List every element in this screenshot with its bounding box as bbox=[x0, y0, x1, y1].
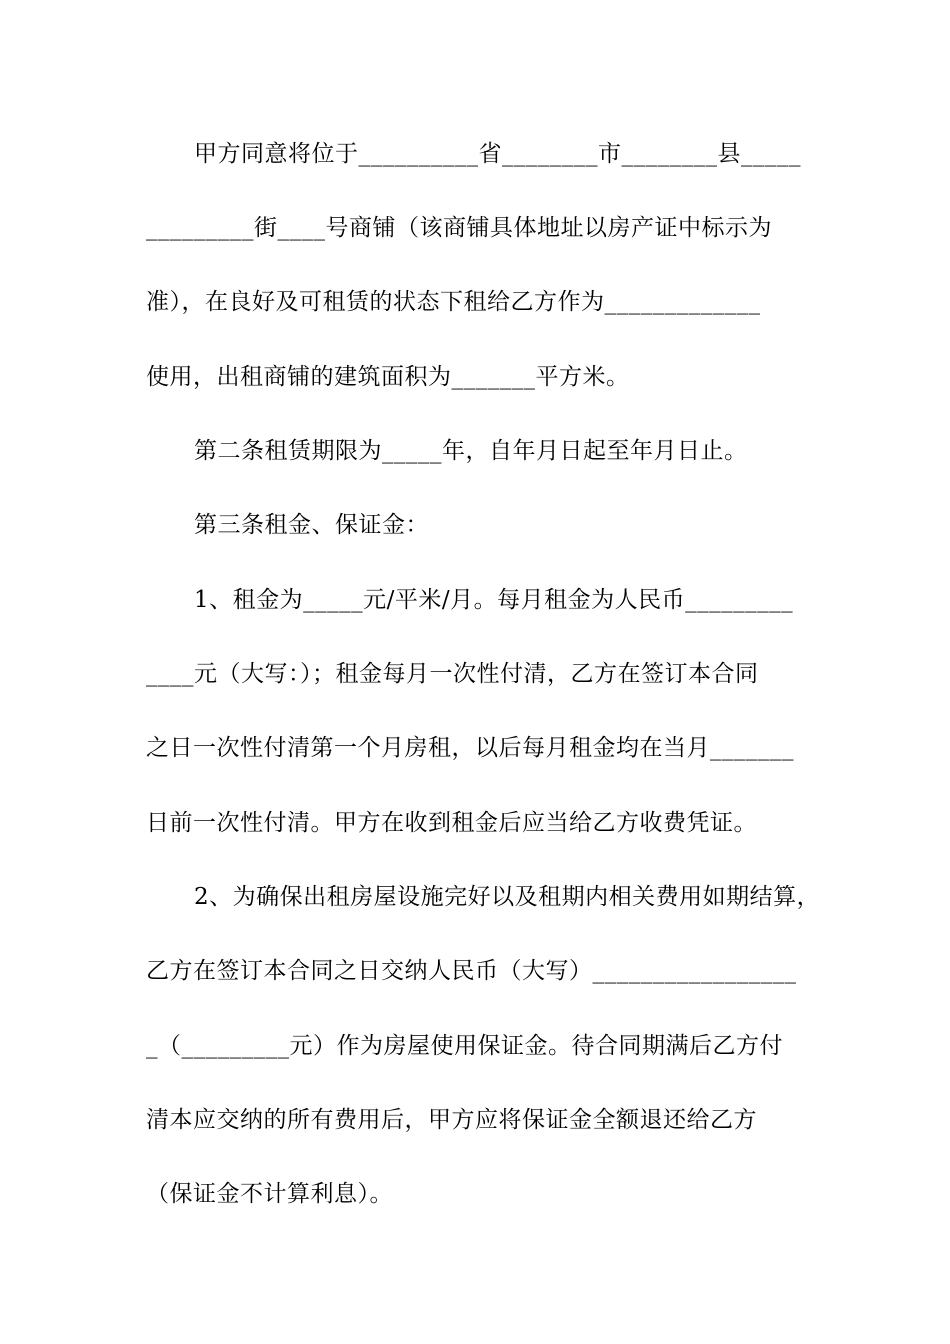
text-line-8: ____元（大写：）；租金每月一次性付清，乙方在签订本合同 bbox=[146, 661, 759, 687]
text-line-10: 日前一次性付清。甲方在收到租金后应当给乙方收费凭证。 bbox=[146, 810, 757, 836]
text-line-6: 第三条租金、保证金： bbox=[194, 512, 429, 538]
text-line-15: （保证金不计算利息）。 bbox=[146, 1181, 393, 1207]
text-line-12: 乙方在签订本合同之日交纳人民币（大写）_________________ bbox=[146, 958, 797, 984]
text-line-7: 1、租金为_____元/平米/月。每月租金为人民币_________ bbox=[194, 587, 794, 613]
text-line-4: 使用，出租商铺的建筑面积为_______平方米。 bbox=[146, 364, 630, 390]
text-line-14: 清本应交纳的所有费用后，甲方应将保证金全额退还给乙方 bbox=[146, 1107, 757, 1133]
text-line-3: 准），在良好及可租赁的状态下租给乙方作为_____________ bbox=[146, 289, 761, 315]
text-line-9: 之日一次性付清第一个月房租，以后每月租金均在当月_______ bbox=[146, 735, 794, 761]
text-line-5: 第二条租赁期限为_____年，自年月日起至年月日止。 bbox=[194, 438, 748, 464]
text-line-11: 2、为确保出租房屋设施完好以及租期内相关费用如期结算， bbox=[194, 884, 821, 910]
text-line-2: _________街____号商铺（该商铺具体地址以房产证中标示为 bbox=[146, 215, 772, 241]
text-line-1: 甲方同意将位于__________省________市________县_____ bbox=[194, 141, 801, 167]
text-line-13: _（_________元）作为房屋使用保证金。待合同期满后乙方付 bbox=[146, 1033, 783, 1059]
